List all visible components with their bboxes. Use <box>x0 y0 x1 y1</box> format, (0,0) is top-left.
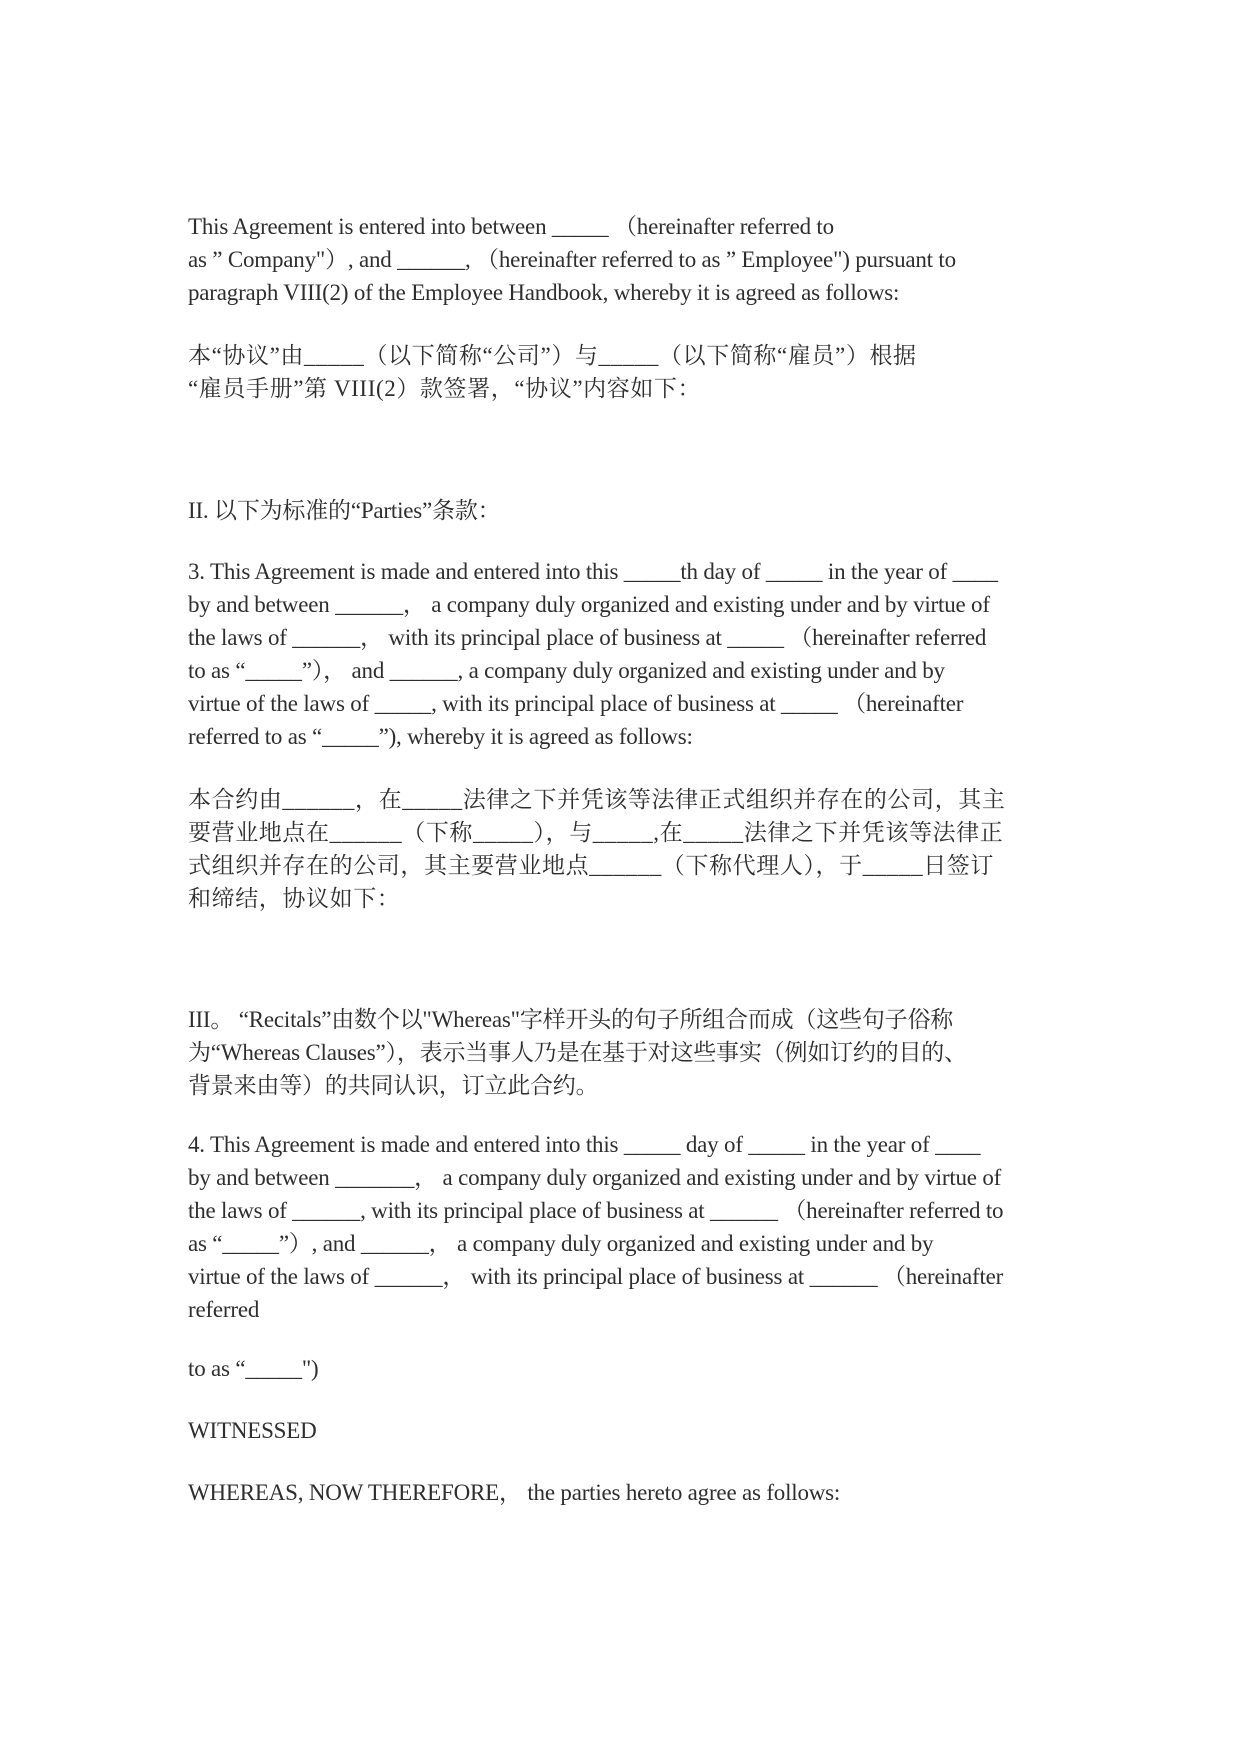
witnessed-heading <box>188 1414 317 1447</box>
text-line: as “_____”）, and ______， a company duly organized and existing under and by <box>188 1231 934 1256</box>
text-line: 式组织并存在的公司，其主要营业地点______（下称代理人），于_____日签订 <box>188 853 994 878</box>
text-line: 和缔结，协议如下： <box>188 886 401 911</box>
intro-paragraph-chinese <box>188 339 917 405</box>
text-line: 要营业地点在______（下称_____），与_____,在_____法律之下并凭该等法律正 <box>188 820 1004 845</box>
section-ii-heading <box>188 494 500 527</box>
text-line: the laws of ______, with its principal place of business at ______ （hereinafter referred to <box>188 1198 1004 1223</box>
section-iii-recitals <box>188 1003 967 1102</box>
text-line: 本“协议”由_____（以下简称“公司”）与_____（以下简称“雇员”）根据 <box>188 343 917 368</box>
text-line: WHEREAS, NOW THEREFORE， the parties hereto agree as follows: <box>188 1480 841 1505</box>
whereas-clause <box>188 1476 840 1509</box>
clause-3-chinese <box>188 783 1006 915</box>
text-line: III。 “Recitals”由数个以"Whereas"字样开头的句子所组合而成（这些句子俗称 <box>188 1007 954 1032</box>
intro-paragraph-english <box>188 210 956 309</box>
text-line: 本合约由______，在_____法律之下并凭该等法律正式组织并存在的公司，其主 <box>188 787 1006 812</box>
text-line: “雇员手册”第 VIII(2）款签署，“协议”内容如下： <box>188 376 702 401</box>
text-line: to as “_____") <box>188 1356 319 1381</box>
text-line: as ” Company"）, and ______, （hereinafter referred to as ” Employee") pursuant to <box>188 247 956 272</box>
text-line: the laws of ______， with its principal place of business at _____ （hereinafter referred <box>188 625 987 650</box>
text-line: virtue of the laws of ______， with its principal place of business at ______ （hereinafter <box>188 1264 1004 1289</box>
text-line: 4. This Agreement is made and entered into this _____ day of _____ in the year of ____ <box>188 1132 981 1157</box>
text-line: WITNESSED <box>188 1418 317 1443</box>
text-line: This Agreement is entered into between _____ （hereinafter referred to <box>188 214 834 239</box>
text-line: 为“Whereas Clauses”），表示当事人乃是在基于对这些事实（例如订约的目的、 <box>188 1040 967 1065</box>
text-line: by and between ______， a company duly organized and existing under and by virtue of <box>188 592 990 617</box>
text-line: paragraph VIII(2) of the Employee Handbook, whereby it is agreed as follows: <box>188 280 900 305</box>
text-line: II. 以下为标准的“Parties”条款： <box>188 498 501 523</box>
clause-4-english <box>188 1128 1003 1326</box>
text-line: 背景来由等）的共同认识，订立此合约。 <box>188 1073 599 1098</box>
to-as-line <box>188 1352 319 1385</box>
text-line: to as “_____”）， and ______, a company duly organized and existing under and by <box>188 658 945 683</box>
clause-3-english <box>188 555 998 753</box>
text-line: referred <box>188 1297 260 1322</box>
text-line: referred to as “_____”), whereby it is agreed as follows: <box>188 724 693 749</box>
text-line: 3. This Agreement is made and entered into this _____th day of _____ in the year of ____ <box>188 559 998 584</box>
text-line: by and between _______， a company duly organized and existing under and by virtue of <box>188 1165 1002 1190</box>
text-line: virtue of the laws of _____, with its principal place of business at _____ （hereinafter <box>188 691 964 716</box>
